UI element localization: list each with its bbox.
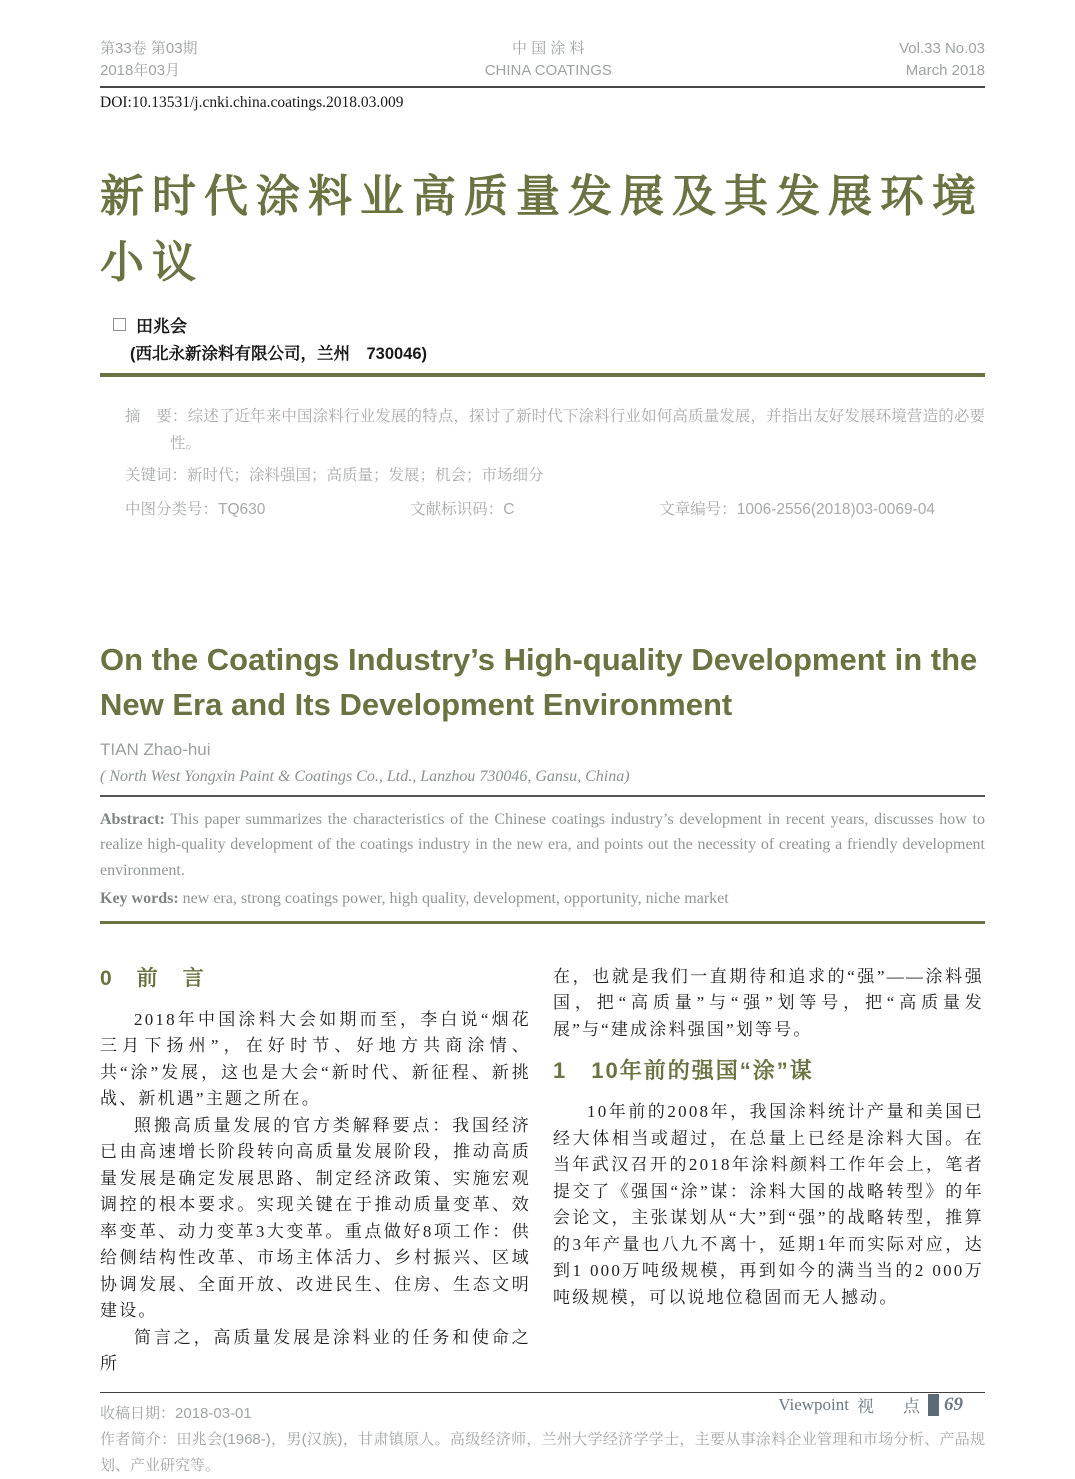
author-name-cn: 田兆会 <box>136 317 187 336</box>
article-title-en: On the Coatings Industry’s High-quality Development in the New Era and Its Development Environment <box>100 642 978 722</box>
keywords-cn <box>125 462 985 489</box>
keywords-en-label: Key words: <box>100 890 179 907</box>
journal-header <box>100 38 985 82</box>
title-divider <box>100 373 985 377</box>
author-bio-text: 田兆会(1968-)，男(汉族)，甘肃镇原人。高级经济师，兰州大学经济学学士，主要从事涂料企业管理和市场分析、产品规划、产业研究等。 <box>100 1431 985 1474</box>
abstract-en-label: Abstract: <box>100 810 165 828</box>
journal-issue-cn <box>100 38 198 82</box>
doi-text: DOI:10.13531/j.cnki.china.coatings.2018.03.009 <box>100 94 404 111</box>
date-cn: 2018年03月 <box>100 62 181 79</box>
received-date-label: 收稿日期： <box>100 1405 176 1422</box>
keywords-cn-text: 新时代；涂料强国；高质量；发展；机会；市场细分 <box>187 467 544 484</box>
received-date-value: 2018-03-01 <box>175 1405 252 1422</box>
document-code <box>410 496 514 523</box>
doc-code-label: 文献标识码： <box>410 501 504 518</box>
volume-issue-en: Vol.33 No.03 <box>899 40 985 57</box>
volume-issue-cn: 第33卷 第03期 <box>100 40 198 57</box>
journal-issue-en <box>899 38 985 82</box>
clc-value: TQ630 <box>218 501 266 518</box>
abstract-cn-block <box>125 403 985 523</box>
page-footer <box>778 1392 963 1417</box>
journal-name <box>485 38 612 82</box>
page-number-bar-icon <box>928 1394 939 1416</box>
section-0-para-2: 照搬高质量发展的官方类解释要点：我国经济已由高速增长阶段转向高质量发展阶段，推动高质量发展是确定发展思路、制定经济政策、实施宏观调控的根本要求。实现关键在于推动质量变革、效率变革、动力变革3大变革。重点做好8项工作：供给侧结构性改革、市场主体活力、乡村振兴、区域协调发展、全面开放、改进民生、住房、生态文明建设。 <box>100 1115 531 1320</box>
article-id-value: 1006-2556(2018)03-0069-04 <box>736 501 935 518</box>
affiliation-en: ( North West Yongxin Paint & Coatings Co., Ltd., Lanzhou 730046, Gansu, China) <box>100 768 630 785</box>
date-en: March 2018 <box>905 62 985 79</box>
article-body <box>100 964 985 1378</box>
article-id <box>659 496 935 523</box>
page-number: 69 <box>944 1393 963 1415</box>
abstract-en-block <box>100 807 985 912</box>
keywords-en <box>100 886 985 912</box>
column-label-en: Viewpoint <box>778 1394 849 1414</box>
abstract-en-text: This paper summarizes the characteristics of the Chinese coatings industry’s development in recent years, discusses how to realize high-quality development of the coatings industry in the new era, and points out the necessity of creating a friendly development environment. <box>100 810 985 879</box>
abstract-cn <box>125 403 985 457</box>
author-bio <box>100 1427 985 1479</box>
section-0-heading: 0 前 言 <box>100 966 206 990</box>
section-1-para-1: 10年前的2008年，我国涂料统计产量和美国已经大体相当或超过，在总量上已经是涂料大国。在当年武汉召开的2018年涂料颜料工作年会上，笔者提交了《强国“涂”谋：涂料大国的战略转型》的年会论文，主张谋划从“大”到“强”的战略转型，推算的3年产量也八九不离十，延期1年而实际对应，达到1 000万吨级规模，再到如今的满当当的2 000万吨级规模，可以说地位稳固而无人撼动。 <box>553 1102 984 1307</box>
author-bio-label: 作者简介： <box>100 1431 177 1448</box>
header-divider <box>100 86 985 88</box>
author-name-en: TIAN Zhao-hui <box>100 740 211 759</box>
clc-number <box>125 496 265 523</box>
classification-row <box>125 496 985 523</box>
journal-name-en: CHINA COATINGS <box>484 62 612 79</box>
affiliation-cn: (西北永新涂料有限公司，兰州 730046) <box>130 345 428 363</box>
section-0-para-1: 2018年中国涂料大会如期而至，李白说“烟花三月下扬州”，在好时节、好地方共商涂情、共“涂”发展，这也是大会“新时代、新征程、新挑战、新机遇”主题之所在。 <box>100 1009 531 1108</box>
section-0-para-3-continued: 在，也就是我们一直期待和追求的“强”——涂料强国，把“高质量”与“强”划等号，把“高质量发展”与“建成涂料强国”划等号。 <box>553 966 984 1039</box>
author-marker-square-icon <box>113 318 126 331</box>
journal-name-cn: 中 国 涂 料 <box>512 40 585 57</box>
section-1-heading: 1 10年前的强国“涂”谋 <box>553 1058 814 1083</box>
author-row <box>113 312 985 337</box>
article-title-cn: 新时代涂料业高质量发展及其发展环境小议 <box>100 172 984 287</box>
abstract-cn-label: 摘 要： <box>125 408 188 425</box>
section-0-para-3-left: 简言之，高质量发展是涂料业的任务和使命之所 <box>100 1327 531 1373</box>
keywords-cn-label: 关键词： <box>125 467 188 484</box>
keywords-en-text: new era, strong coatings power, high quality, development, opportunity, niche market <box>178 890 729 907</box>
abstract-cn-text: 综述了近年来中国涂料行业发展的特点，探讨了新时代下涂料行业如何高质量发展，并指出友好发展环境营造的必要性。 <box>170 408 985 452</box>
abstract-en <box>100 807 985 884</box>
abstract-divider <box>100 921 985 924</box>
page-content <box>100 0 985 1479</box>
right-column <box>553 964 984 1378</box>
article-id-label: 文章编号： <box>659 501 737 518</box>
english-header-divider <box>100 795 985 797</box>
doc-code-value: C <box>503 501 515 518</box>
clc-label: 中图分类号： <box>125 501 219 518</box>
left-column <box>100 964 531 1378</box>
column-label-cn: 视 点 <box>857 1397 926 1416</box>
